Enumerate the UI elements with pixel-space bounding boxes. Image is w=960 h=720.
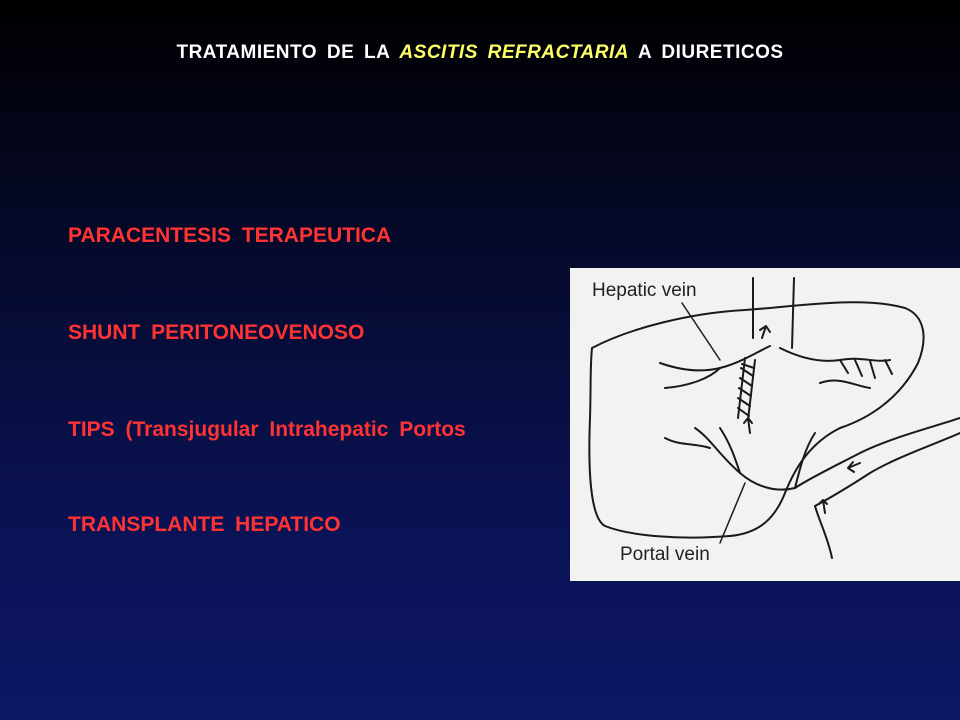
- ivc-right: [792, 278, 794, 348]
- hepatic-branch-mid: [820, 381, 870, 388]
- list-item-transplant: TRANSPLANTE HEPATICO: [68, 513, 341, 536]
- portal-vein-label: Portal vein: [620, 544, 710, 565]
- portal-branch-left: [695, 428, 795, 490]
- flow-arrow-1: [760, 326, 770, 338]
- liver-outline: [589, 302, 923, 537]
- title-highlight: ASCITIS REFRACTARIA: [399, 42, 629, 63]
- portal-branch-up: [795, 433, 815, 488]
- flow-arrow-4: [819, 500, 827, 513]
- title-part-3: A DIURETICOS: [638, 42, 784, 63]
- list-item-paracentesis: PARACENTESIS TERAPEUTICA: [68, 224, 392, 247]
- flow-arrow-3: [848, 462, 860, 472]
- liver-drawing: [570, 268, 960, 581]
- flow-arrow-2: [744, 418, 752, 433]
- hepatic-twigs: [840, 360, 892, 378]
- liver-tips-diagram: [570, 268, 960, 581]
- splenic-lower: [815, 506, 832, 558]
- hepatic-branch-right: [780, 348, 890, 361]
- title-part-1: TRATAMIENTO DE LA: [176, 42, 390, 63]
- list-item-shunt: SHUNT PERITONEOVENOSO: [68, 321, 365, 344]
- portal-trunk-upper: [795, 418, 960, 488]
- list-item-tips: TIPS (Transjugular Intrahepatic Portos: [68, 418, 466, 441]
- hepatic-vein-pointer: [682, 303, 720, 360]
- slide-title: [0, 42, 960, 64]
- hepatic-vein-label: Hepatic vein: [592, 280, 697, 301]
- portal-trunk-lower: [815, 433, 960, 506]
